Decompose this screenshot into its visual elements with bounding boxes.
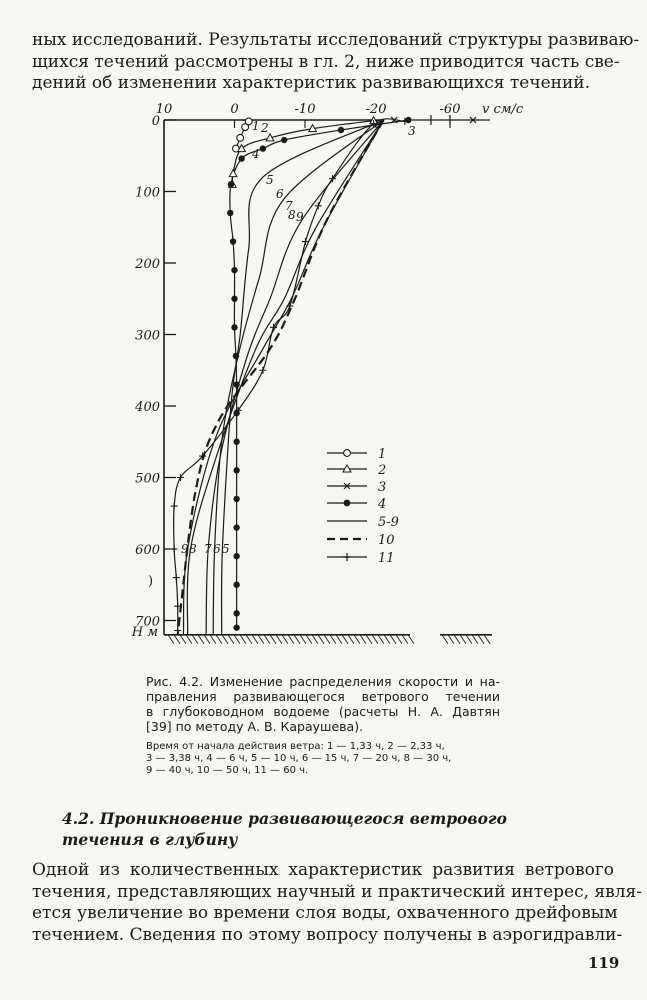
legend-entry-10 [327, 533, 395, 548]
bottom-hatch [168, 635, 174, 644]
legend-marker [343, 553, 351, 561]
bottom-hatch [348, 635, 354, 644]
bottom-hatch [264, 635, 270, 644]
bottom-hatch [442, 635, 448, 644]
marker-filled-circle [233, 624, 239, 630]
bottom-hatch [378, 635, 384, 644]
bottom-hatch [336, 635, 342, 644]
curve-label-9: 9 [296, 210, 304, 224]
curve-label-2: 2 [261, 121, 269, 135]
marker-filled-circle [228, 181, 234, 187]
bottom-hatch [460, 635, 466, 644]
marker-plus [270, 324, 277, 331]
marker-filled-circle [233, 353, 239, 359]
marker-plus [173, 574, 180, 581]
bottom-curve-label-8: 8 [189, 542, 197, 556]
bottom-hatch [330, 635, 336, 644]
marker-filled-circle [227, 210, 233, 216]
bottom-hatch [312, 635, 318, 644]
marker-filled-circle [231, 296, 237, 302]
legend-label: 4 [378, 497, 387, 512]
bottom-hatch [282, 635, 288, 644]
x-tick-label: -60 [439, 102, 461, 117]
curve-label-3: 3 [408, 124, 416, 138]
marker-plus [171, 546, 178, 553]
legend-label: 1 [378, 447, 387, 462]
marker-filled-circle [281, 137, 287, 143]
curve-label-7: 7 [285, 199, 293, 213]
bottom-hatch [484, 635, 490, 644]
text-line: Одной из количественных характеристик развития ветрового [32, 860, 614, 880]
marker-plus [286, 302, 293, 309]
x-tick-label: -20 [365, 102, 387, 117]
bottom-hatch [408, 635, 414, 644]
bottom-hatch [234, 635, 240, 644]
marker-plus [174, 627, 181, 634]
x-tick-label: -10 [294, 102, 316, 117]
bottom-hatch [192, 635, 198, 644]
curve-label-6: 6 [276, 187, 284, 201]
bottom-hatch [210, 635, 216, 644]
bottom-hatch [384, 635, 390, 644]
marker-filled-circle [405, 117, 411, 123]
note-line: Время от начала действия ветра: 1 — 1,33 ч, 2 — 2,33 ч, [146, 741, 445, 752]
marker-filled-circle [231, 267, 237, 273]
legend-marker [344, 500, 351, 507]
y-tick-label: 400 [135, 400, 160, 415]
bottom-hatch [216, 635, 222, 644]
bottom-hatch [276, 635, 282, 644]
curve-label-8: 8 [288, 208, 296, 222]
bottom-hatch [318, 635, 324, 644]
text-line: дений об изменении характеристик развивающихся течений. [32, 73, 591, 93]
legend-entry-3 [327, 480, 386, 495]
bottom-hatch [294, 635, 300, 644]
bottom-hatch [360, 635, 366, 644]
bottom-hatch [366, 635, 372, 644]
bottom-hatch [342, 635, 348, 644]
text-line: ется увеличение во времени слоя воды, охваченного дрейфовым [32, 903, 618, 923]
curve-label-5: 5 [266, 173, 274, 187]
y-axis-unit-label: H м [131, 625, 158, 640]
curve-label-1: 1 [252, 119, 260, 133]
bottom-hatch [402, 635, 408, 644]
bottom-hatch [270, 635, 276, 644]
bottom-hatch [478, 635, 484, 644]
legend-entry-2 [327, 463, 386, 478]
bottom-hatch [246, 635, 252, 644]
marker-filled-circle [338, 127, 344, 133]
bottom-hatch [198, 635, 204, 644]
chart-curves [174, 119, 409, 635]
marker-triangle [229, 170, 237, 177]
y-tick-label: 300 [135, 328, 160, 344]
marker-plus [259, 367, 266, 374]
figure-notes [146, 741, 500, 778]
y-tick-label: 600 [135, 543, 160, 558]
marker-filled-circle [231, 324, 237, 330]
legend-label: 10 [378, 533, 395, 548]
margin-mark: ) [148, 574, 154, 589]
bottom-hatch [222, 635, 228, 644]
x-axis-unit-label: v см/с [482, 102, 524, 117]
bottom-hatch [240, 635, 246, 644]
text-line: течения, представляющих научный и практический интерес, явля- [32, 881, 642, 902]
marker-filled-circle [233, 610, 239, 616]
text-line: течением. Сведения по этому вопросу получены в аэрогидравли- [32, 924, 623, 945]
marker-filled-circle [233, 381, 239, 387]
legend-label: 3 [378, 480, 387, 495]
bottom-curve-label-7: 7 [204, 542, 212, 556]
marker-plus [171, 503, 178, 510]
legend-label: 5-9 [378, 515, 399, 530]
bottom-hatch [454, 635, 460, 644]
bottom-paragraph [32, 860, 642, 946]
page-number: 119 [588, 954, 620, 972]
y-tick-label: 500 [135, 471, 160, 487]
bottom-hatch [390, 635, 396, 644]
caption-line: правления развивающегося ветрового течении [146, 689, 500, 704]
chart-axes [164, 115, 492, 644]
heading-line: течения в глубину [62, 830, 238, 849]
caption-line: в глубоководном водоеме (расчеты Н. А. Давтян [146, 704, 500, 719]
marker-filled-circle [230, 238, 236, 244]
bottom-curve-label-9: 9 [181, 542, 189, 556]
marker-filled-circle [260, 145, 266, 151]
caption-line: Рис. 4.2. Изменение распределения скорости и на- [146, 674, 500, 689]
bottom-hatch [372, 635, 378, 644]
heading-line: 4.2. Проникновение развивающегося ветрового [62, 809, 507, 828]
y-tick-label: 700 [135, 614, 160, 630]
bottom-hatch [288, 635, 294, 644]
bottom-hatch [472, 635, 478, 644]
marker-plus [177, 474, 184, 481]
bottom-hatch [252, 635, 258, 644]
marker-filled-circle [233, 524, 239, 530]
curve-label-4: 4 [252, 147, 260, 161]
bottom-hatch [258, 635, 264, 644]
legend-label: 2 [378, 463, 387, 478]
legend-entry-5-9 [327, 515, 399, 530]
bottom-hatch [466, 635, 472, 644]
marker-plus [315, 202, 322, 209]
chart-labels [148, 119, 416, 589]
chart-legend [327, 447, 399, 566]
legend-entry-1 [327, 447, 386, 462]
text-line: щихся течений рассмотрены в гл. 2, ниже приводится часть све- [32, 51, 620, 72]
marker-filled-circle [238, 155, 244, 161]
section-heading [62, 808, 562, 850]
bottom-hatch [204, 635, 210, 644]
marker-filled-circle [233, 496, 239, 502]
text-line: ных исследований. Результаты исследований структуры развиваю- [32, 30, 640, 50]
marker-open-circle [237, 134, 244, 141]
legend-label: 11 [378, 551, 395, 566]
marker-filled-circle [233, 410, 239, 416]
marker-filled-circle [233, 553, 239, 559]
bottom-curve-label-6: 6 [213, 542, 221, 556]
bottom-hatch [228, 635, 234, 644]
y-tick-label: 0 [151, 114, 160, 129]
bottom-hatch [396, 635, 402, 644]
bottom-hatch [324, 635, 330, 644]
marker-filled-circle [233, 467, 239, 473]
caption-line: [39] по методу А. В. Караушева). [146, 719, 364, 734]
note-line: 9 — 40 ч, 10 — 50 ч, 11 — 60 ч. [146, 765, 309, 777]
marker-open-circle [242, 124, 249, 131]
note-line: 3 — 3,38 ч, 4 — 6 ч, 5 — 10 ч, 6 — 15 ч, 7 — 20 ч, 8 — 30 ч, [146, 753, 452, 765]
bottom-hatch [448, 635, 454, 644]
bottom-curve-label-5: 5 [222, 542, 230, 556]
y-tick-label: 100 [135, 185, 160, 201]
bottom-hatch [186, 635, 192, 644]
figure-caption [146, 674, 500, 734]
bottom-hatch [354, 635, 360, 644]
bottom-hatch [300, 635, 306, 644]
x-tick-label: 10 [155, 102, 173, 117]
legend-entry-4 [327, 497, 386, 512]
bottom-hatch [306, 635, 312, 644]
marker-filled-circle [233, 439, 239, 445]
marker-filled-circle [233, 582, 239, 588]
y-tick-label: 200 [135, 257, 160, 272]
x-tick-label: 0 [230, 102, 239, 117]
bottom-hatch [180, 635, 186, 644]
legend-marker [344, 450, 351, 457]
legend-entry-11 [327, 551, 395, 566]
bottom-hatch [174, 635, 180, 644]
